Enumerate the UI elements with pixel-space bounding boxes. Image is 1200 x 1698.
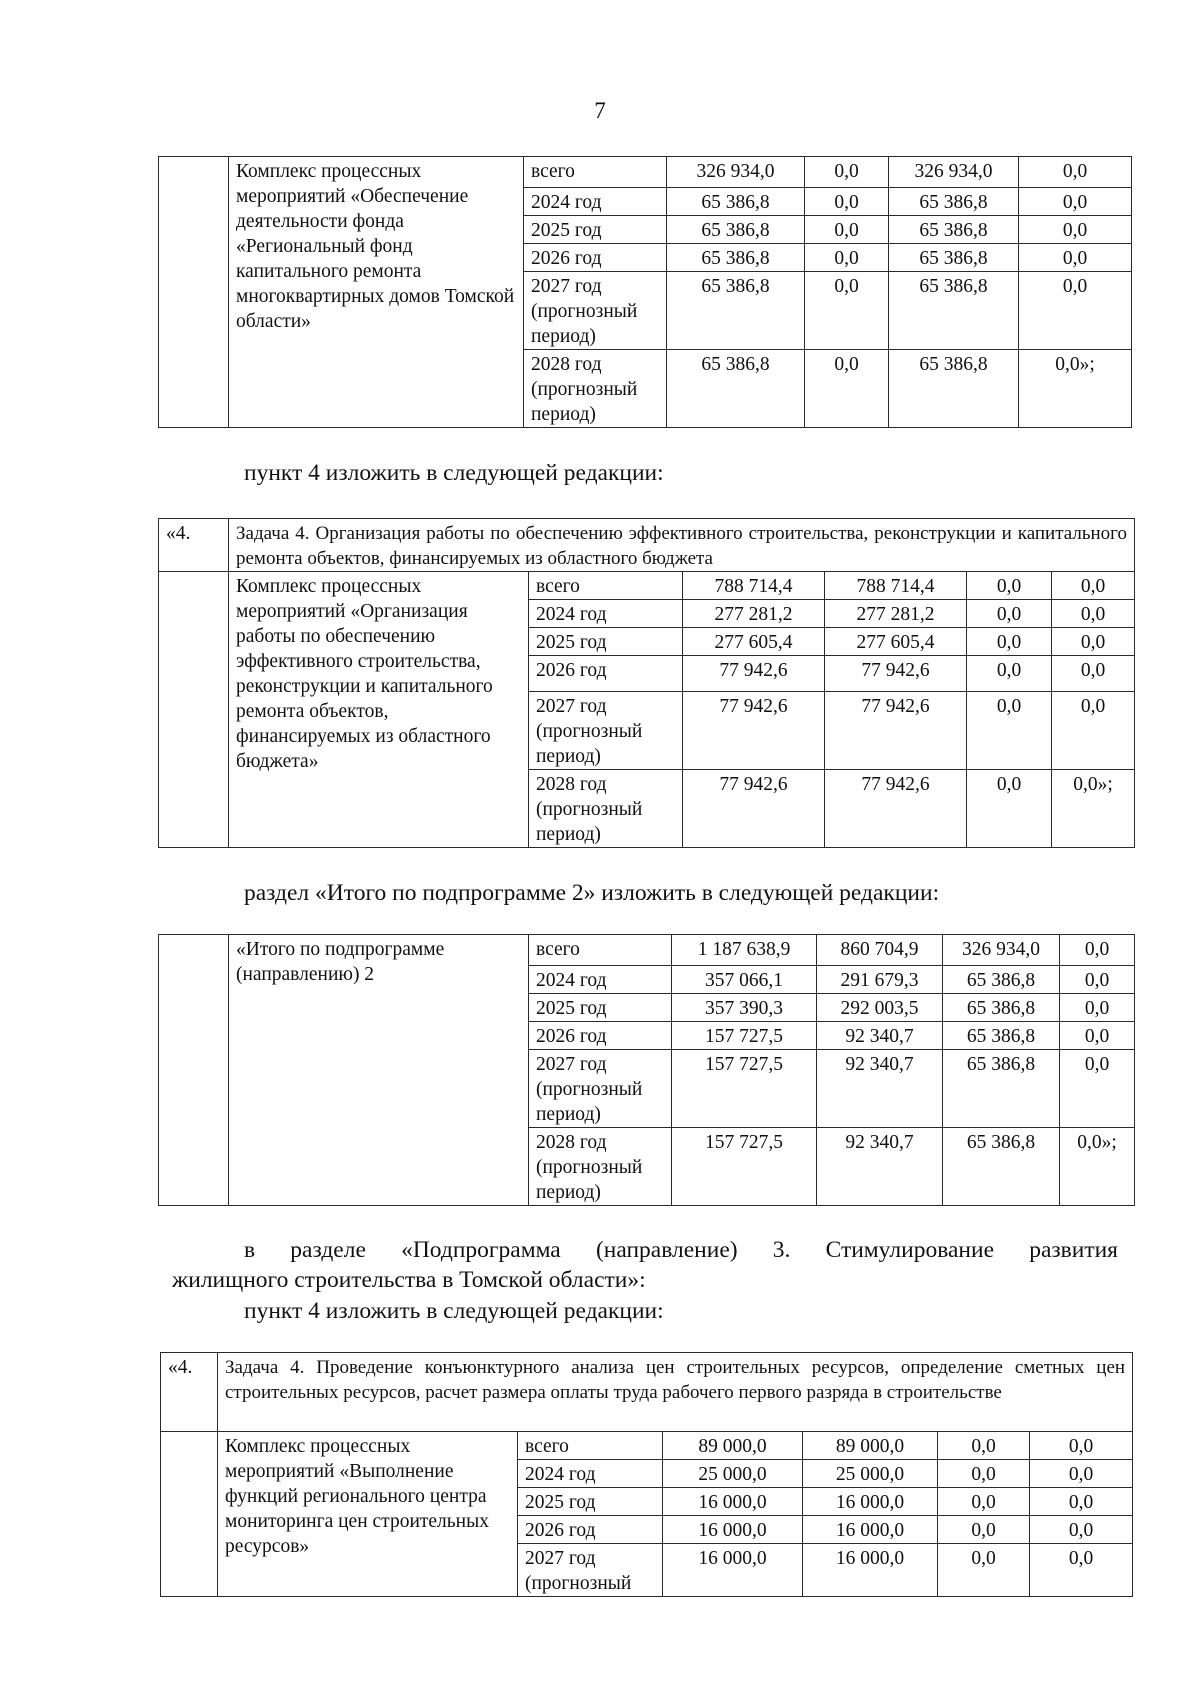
instruction-paragraph: жилищного строительства в Томской области»: [172, 1267, 646, 1293]
value-cell: 0,0 [1052, 656, 1135, 692]
program-name: Комплекс процессных мероприятий «Выполнение функций регионального центра мониторинга цен строительных ресурсов» [218, 1432, 518, 1597]
program-name: Комплекс процессных мероприятий «Обеспечение деятельности фонда «Региональный фонд капитального ремонта многоквартирных домов Томской области» [229, 157, 524, 428]
value-cell: 65 386,8 [667, 272, 805, 350]
value-cell: 357 390,3 [672, 994, 817, 1022]
value-cell: 77 942,6 [825, 692, 967, 770]
value-cell: 157 727,5 [672, 1050, 817, 1128]
number-cell [159, 935, 229, 1206]
value-cell: 77 942,6 [683, 692, 825, 770]
value-cell: 788 714,4 [825, 572, 967, 600]
value-cell: 77 942,6 [683, 770, 825, 848]
instruction-paragraph: пункт 4 изложить в следующей редакции: [244, 1298, 664, 1324]
value-cell: 16 000,0 [803, 1488, 938, 1516]
period-cell: всего [529, 572, 683, 600]
value-cell: 0,0 [967, 656, 1052, 692]
period-cell: 2026 год [524, 244, 667, 272]
value-cell: 277 605,4 [825, 628, 967, 656]
value-cell: 0,0»; [1060, 1128, 1135, 1206]
value-cell: 0,0 [938, 1432, 1030, 1460]
value-cell: 89 000,0 [663, 1432, 803, 1460]
value-cell: 16 000,0 [803, 1544, 938, 1597]
value-cell: 25 000,0 [663, 1460, 803, 1488]
table-row [161, 1432, 1133, 1460]
period-cell: всего [529, 935, 672, 966]
value-cell: 0,0 [938, 1516, 1030, 1544]
value-cell: 65 386,8 [889, 272, 1019, 350]
value-cell: 157 727,5 [672, 1022, 817, 1050]
number-cell [161, 1432, 218, 1597]
value-cell: 65 386,8 [667, 216, 805, 244]
value-cell: 0,0 [805, 350, 889, 428]
value-cell: 0,0 [1019, 216, 1132, 244]
table-subprogram-2-total [158, 934, 1135, 1206]
period-cell: 2027 год (прогнозный [518, 1544, 663, 1597]
value-cell: 0,0 [967, 628, 1052, 656]
value-cell: 65 386,8 [667, 244, 805, 272]
period-cell: 2026 год [529, 1022, 672, 1050]
period-cell: всего [524, 157, 667, 188]
value-cell: 0,0 [1052, 600, 1135, 628]
period-cell: 2027 год (прогнозный период) [529, 1050, 672, 1128]
value-cell: 0,0 [1060, 1022, 1135, 1050]
value-cell: 65 386,8 [943, 966, 1060, 994]
value-cell: 65 386,8 [943, 1128, 1060, 1206]
value-cell: 77 942,6 [825, 770, 967, 848]
value-cell: 0,0 [805, 216, 889, 244]
value-cell: 0,0 [1030, 1516, 1133, 1544]
value-cell: 92 340,7 [817, 1128, 943, 1206]
value-cell: 326 934,0 [943, 935, 1060, 966]
value-cell: 277 605,4 [683, 628, 825, 656]
value-cell: 92 340,7 [817, 1022, 943, 1050]
value-cell: 0,0 [967, 770, 1052, 848]
value-cell: 157 727,5 [672, 1128, 817, 1206]
value-cell: 860 704,9 [817, 935, 943, 966]
value-cell: 277 281,2 [683, 600, 825, 628]
program-name: Комплекс процессных мероприятий «Организация работы по обеспечению эффективного строительства, реконструкции и капитального ремонта объектов, финансируемых из областного бюджета» [229, 572, 529, 848]
value-cell: 16 000,0 [663, 1544, 803, 1597]
item-number: «4. [161, 1353, 218, 1432]
instruction-paragraph: раздел «Итого по подпрограмме 2» изложить в следующей редакции: [244, 880, 940, 906]
value-cell: 65 386,8 [889, 350, 1019, 428]
value-cell: 0,0 [805, 272, 889, 350]
value-cell: 65 386,8 [889, 188, 1019, 216]
value-cell: 0,0 [967, 692, 1052, 770]
period-cell: 2026 год [518, 1516, 663, 1544]
value-cell: 0,0 [1060, 966, 1135, 994]
value-cell: 0,0 [1019, 188, 1132, 216]
value-cell: 291 679,3 [817, 966, 943, 994]
period-cell: 2025 год [518, 1488, 663, 1516]
value-cell: 0,0 [1030, 1544, 1133, 1597]
value-cell: 0,0»; [1052, 770, 1135, 848]
value-cell: 77 942,6 [825, 656, 967, 692]
value-cell: 65 386,8 [943, 994, 1060, 1022]
value-cell: 0,0 [1052, 628, 1135, 656]
task-title: Задача 4. Проведение конъюнктурного анализа цен строительных ресурсов, определение сметных цен строительных ресурсов, расчет размера оплаты труда рабочего первого разряда в строительстве [218, 1353, 1133, 1432]
period-cell: всего [518, 1432, 663, 1460]
number-cell [159, 572, 229, 848]
value-cell: 0,0 [1052, 572, 1135, 600]
number-cell [159, 157, 229, 428]
period-cell: 2024 год [518, 1460, 663, 1488]
value-cell: 0,0 [1052, 692, 1135, 770]
value-cell: 0,0 [967, 600, 1052, 628]
value-cell: 0,0 [805, 188, 889, 216]
table-row [159, 157, 1132, 188]
value-cell: 1 187 638,9 [672, 935, 817, 966]
period-cell: 2024 год [524, 188, 667, 216]
period-cell: 2027 год (прогнозный период) [529, 692, 683, 770]
value-cell: 92 340,7 [817, 1050, 943, 1128]
value-cell: 788 714,4 [683, 572, 825, 600]
period-cell: 2026 год [529, 656, 683, 692]
value-cell: 0,0 [805, 157, 889, 188]
program-name: «Итого по подпрограмме (направлению) 2 [229, 935, 529, 1206]
value-cell: 277 281,2 [825, 600, 967, 628]
period-cell: 2025 год [524, 216, 667, 244]
value-cell: 65 386,8 [667, 188, 805, 216]
value-cell: 16 000,0 [663, 1488, 803, 1516]
table-task-4-price-monitoring [160, 1352, 1133, 1597]
value-cell: 77 942,6 [683, 656, 825, 692]
value-cell: 326 934,0 [667, 157, 805, 188]
value-cell: 326 934,0 [889, 157, 1019, 188]
instruction-paragraph: пункт 4 изложить в следующей редакции: [244, 460, 664, 486]
value-cell: 0,0 [1019, 272, 1132, 350]
period-cell: 2028 год (прогнозный период) [529, 770, 683, 848]
table-row [159, 519, 1135, 572]
value-cell: 0,0 [1030, 1432, 1133, 1460]
table-fund-activity [158, 156, 1132, 428]
value-cell: 0,0 [1060, 935, 1135, 966]
value-cell: 65 386,8 [667, 350, 805, 428]
table-row [159, 572, 1135, 600]
period-cell: 2028 год (прогнозный период) [524, 350, 667, 428]
value-cell: 0,0 [967, 572, 1052, 600]
table-task-4-construction [158, 518, 1135, 848]
value-cell: 0,0 [1060, 994, 1135, 1022]
task-title: Задача 4. Организация работы по обеспечению эффективного строительства, реконструкции и капитального ремонта объектов, финансируемых из областного бюджета [229, 519, 1135, 572]
value-cell: 0,0 [938, 1460, 1030, 1488]
value-cell: 0,0»; [1019, 350, 1132, 428]
value-cell: 292 003,5 [817, 994, 943, 1022]
value-cell: 65 386,8 [943, 1050, 1060, 1128]
value-cell: 65 386,8 [889, 216, 1019, 244]
value-cell: 0,0 [1030, 1460, 1133, 1488]
table-row [159, 935, 1135, 966]
item-number: «4. [159, 519, 229, 572]
period-cell: 2025 год [529, 628, 683, 656]
value-cell: 0,0 [1019, 244, 1132, 272]
value-cell: 0,0 [1030, 1488, 1133, 1516]
period-cell: 2024 год [529, 966, 672, 994]
value-cell: 357 066,1 [672, 966, 817, 994]
value-cell: 65 386,8 [943, 1022, 1060, 1050]
period-cell: 2028 год (прогнозный период) [529, 1128, 672, 1206]
value-cell: 0,0 [938, 1488, 1030, 1516]
instruction-paragraph: в разделе «Подпрограмма (направление) 3. Стимулирование развития [244, 1237, 1118, 1263]
value-cell: 0,0 [805, 244, 889, 272]
value-cell: 65 386,8 [889, 244, 1019, 272]
table-row [161, 1353, 1133, 1432]
period-cell: 2024 год [529, 600, 683, 628]
period-cell: 2027 год (прогнозный период) [524, 272, 667, 350]
page-number: 7 [594, 98, 606, 123]
value-cell: 89 000,0 [803, 1432, 938, 1460]
value-cell: 16 000,0 [803, 1516, 938, 1544]
value-cell: 0,0 [1019, 157, 1132, 188]
value-cell: 0,0 [1060, 1050, 1135, 1128]
period-cell: 2025 год [529, 994, 672, 1022]
value-cell: 25 000,0 [803, 1460, 938, 1488]
value-cell: 0,0 [938, 1544, 1030, 1597]
value-cell: 16 000,0 [663, 1516, 803, 1544]
